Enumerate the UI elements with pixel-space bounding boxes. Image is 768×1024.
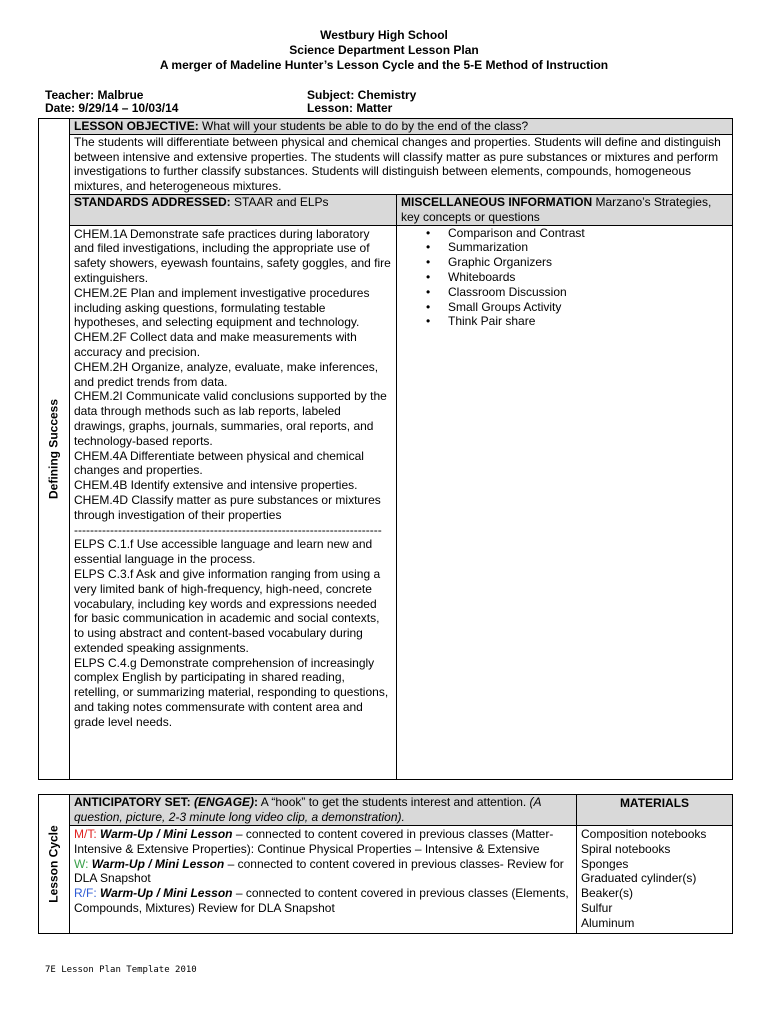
- anticipatory-italic: (A question, picture, 2-3 minute long video clip, a demonstration).: [74, 795, 542, 824]
- day-title: Warm-Up / Mini Lesson: [91, 856, 225, 871]
- school-name: Westbury High School: [320, 28, 448, 42]
- materials-header-cell: [577, 795, 733, 826]
- divider-line: -----------------------------------------------------------------------------: [74, 522, 382, 537]
- standard-item: CHEM.2I Communicate valid conclusions supported by the data through methods such as lab reports, labeled drawings, graphs, journals, summaries, oral reports, and technology-based reports.: [74, 389, 387, 448]
- day-text: – connected to content covered in previous classes (Elements, Compounds, Mixtures) Review for DLA Snapshot: [74, 886, 569, 915]
- defining-success-label-cell: [39, 119, 70, 780]
- anticipatory-label: ANTICIPATORY SET:: [74, 795, 191, 809]
- strategies-cell: [397, 225, 733, 779]
- day-entry-w: [74, 857, 572, 887]
- footer-text: 7E Lesson Plan Template 2010: [45, 965, 197, 975]
- standard-item: CHEM.2F Collect data and make measurements with accuracy and precision.: [74, 330, 357, 359]
- elps-item: ELPS C.1.f Use accessible language and learn new and essential language in the process.: [74, 537, 373, 567]
- day-text: – connected to content covered in previous classes- Review for DLA Snapshot: [74, 856, 564, 886]
- standard-item: CHEM.2H Organize, analyze, evaluate, make inferences, and predict trends from data.: [74, 359, 379, 389]
- standard-item: CHEM.1A Demonstrate safe practices during laboratory and filed investigations, including the appropriate use of safety showers, eyewash fountains, safety goggles, and fire extinguishers.: [74, 226, 391, 285]
- lesson-cycle-table: [38, 794, 733, 934]
- elps-item: ELPS C.3.f Ask and give information ranging from using a very limited bank of high-frequency, high-need, concrete vocabulary, including key words and expressions needed for basic communication in academic and social contexts, to using abstract and content-based vocabulary during extended speaking assignments.: [74, 566, 381, 655]
- objective-label: LESSON OBJECTIVE:: [74, 119, 199, 133]
- anticipatory-header-cell: ANTICIPATORY SET: (ENGAGE): A “hook” to get the students interest and attention. (A question, picture, 2-3 minute long video clip, a demonstration).: [70, 795, 577, 826]
- list-item: Sulfur: [581, 900, 613, 915]
- objective-text: The students will differentiate between physical and chemical changes and properties. Students will define and distinguish between intensive and extensive properties. The students will classify matter as pure substances or mixtures and perform investigations to further classify substances. Students will distinguish between elements, compounds, homogeneous mixtures, and heterogeneous mixtures.: [74, 134, 721, 194]
- standards-cell: [70, 225, 397, 779]
- list-item: • Comparison and Contrast: [448, 226, 728, 241]
- list-item: • Whiteboards: [448, 270, 728, 285]
- lesson-cycle-label: Lesson Cycle: [46, 825, 61, 903]
- day-text: – connected to content covered in previous classes (Matter- Intensive & Extensive Properties): Continue Physical Properties – Intensive & Extensive: [74, 827, 554, 856]
- list-item: Composition notebooks: [581, 827, 707, 841]
- list-item: Aluminum: [581, 915, 635, 930]
- standards-header-cell: [70, 194, 397, 225]
- subject-field: Subject: Chemistry: [307, 88, 417, 102]
- strategies-list: [426, 226, 728, 330]
- defining-success-table: [38, 118, 733, 780]
- objective-text-cell: [70, 134, 733, 194]
- document-subtitle: A merger of Madeline Hunter’s Lesson Cycle and the 5-E Method of Instruction: [159, 58, 609, 72]
- lesson-cycle-label-cell: [39, 795, 70, 934]
- standard-item: CHEM.4B Identify extensive and intensive properties.: [74, 478, 358, 493]
- standards-suffix: STAAR and ELPs: [230, 194, 329, 209]
- list-item: • Graphic Organizers: [448, 255, 728, 270]
- list-item: Beaker(s): [581, 886, 634, 901]
- objective-prompt: What will your students be able to do by the end of the class?: [198, 119, 529, 133]
- list-item: Sponges: [581, 856, 629, 871]
- objective-header-cell: [70, 119, 733, 135]
- list-item: • Classroom Discussion: [448, 285, 728, 300]
- elps-item: ELPS C.4.g Demonstrate comprehension of increasingly complex English by participating in shared reading, retelling, or summarizing material, responding to questions, and taking notes commensurate with content area and grade level needs.: [74, 655, 389, 729]
- list-item: • Small Groups Activity: [448, 300, 728, 315]
- day-entry-rf: [74, 886, 572, 916]
- day-entry-mt: [74, 827, 572, 857]
- warmup-cell: [70, 826, 577, 934]
- standard-item: CHEM.4A Differentiate between physical and chemical changes and properties.: [74, 448, 364, 478]
- standard-item: CHEM.4D Classify matter as pure substances or mixtures through investigation of their properties: [74, 492, 381, 522]
- list-item: • Summarization: [448, 240, 728, 255]
- misc-label: MISCELLANEOUS INFORMATION: [401, 194, 593, 209]
- list-item: Spiral notebooks: [581, 841, 671, 856]
- day-label: W:: [74, 856, 89, 871]
- lesson-field: Lesson: Matter: [307, 101, 393, 115]
- materials-label: MATERIALS: [619, 796, 690, 810]
- day-label: R/F:: [74, 886, 97, 901]
- day-title: Warm-Up / Mini Lesson: [100, 827, 233, 841]
- standard-item: CHEM.2E Plan and implement investigative procedures including asking questions, formulating testable hypotheses, and selecting equipment and technology.: [74, 285, 370, 330]
- day-label: M/T:: [74, 827, 97, 841]
- department-title: Science Department Lesson Plan: [289, 43, 479, 57]
- anticipatory-text: A “hook” to get the students interest and attention.: [258, 795, 530, 809]
- misc-suffix: Marzano’s Strategies, key concepts or questions: [401, 194, 712, 224]
- materials-cell: [577, 826, 733, 934]
- teacher-field: Teacher: Malbrue: [45, 88, 144, 102]
- list-item: • Think Pair share: [448, 314, 728, 329]
- standards-label: STANDARDS ADDRESSED:: [74, 194, 231, 209]
- document-header: [0, 28, 768, 73]
- misc-header-cell: [397, 194, 733, 225]
- date-field: Date: 9/29/14 – 10/03/14: [45, 101, 179, 115]
- list-item: Graduated cylinder(s): [581, 871, 697, 886]
- defining-success-label: Defining Success: [46, 398, 61, 499]
- engage-label: (ENGAGE): [194, 795, 255, 809]
- day-title: Warm-Up / Mini Lesson: [100, 886, 233, 901]
